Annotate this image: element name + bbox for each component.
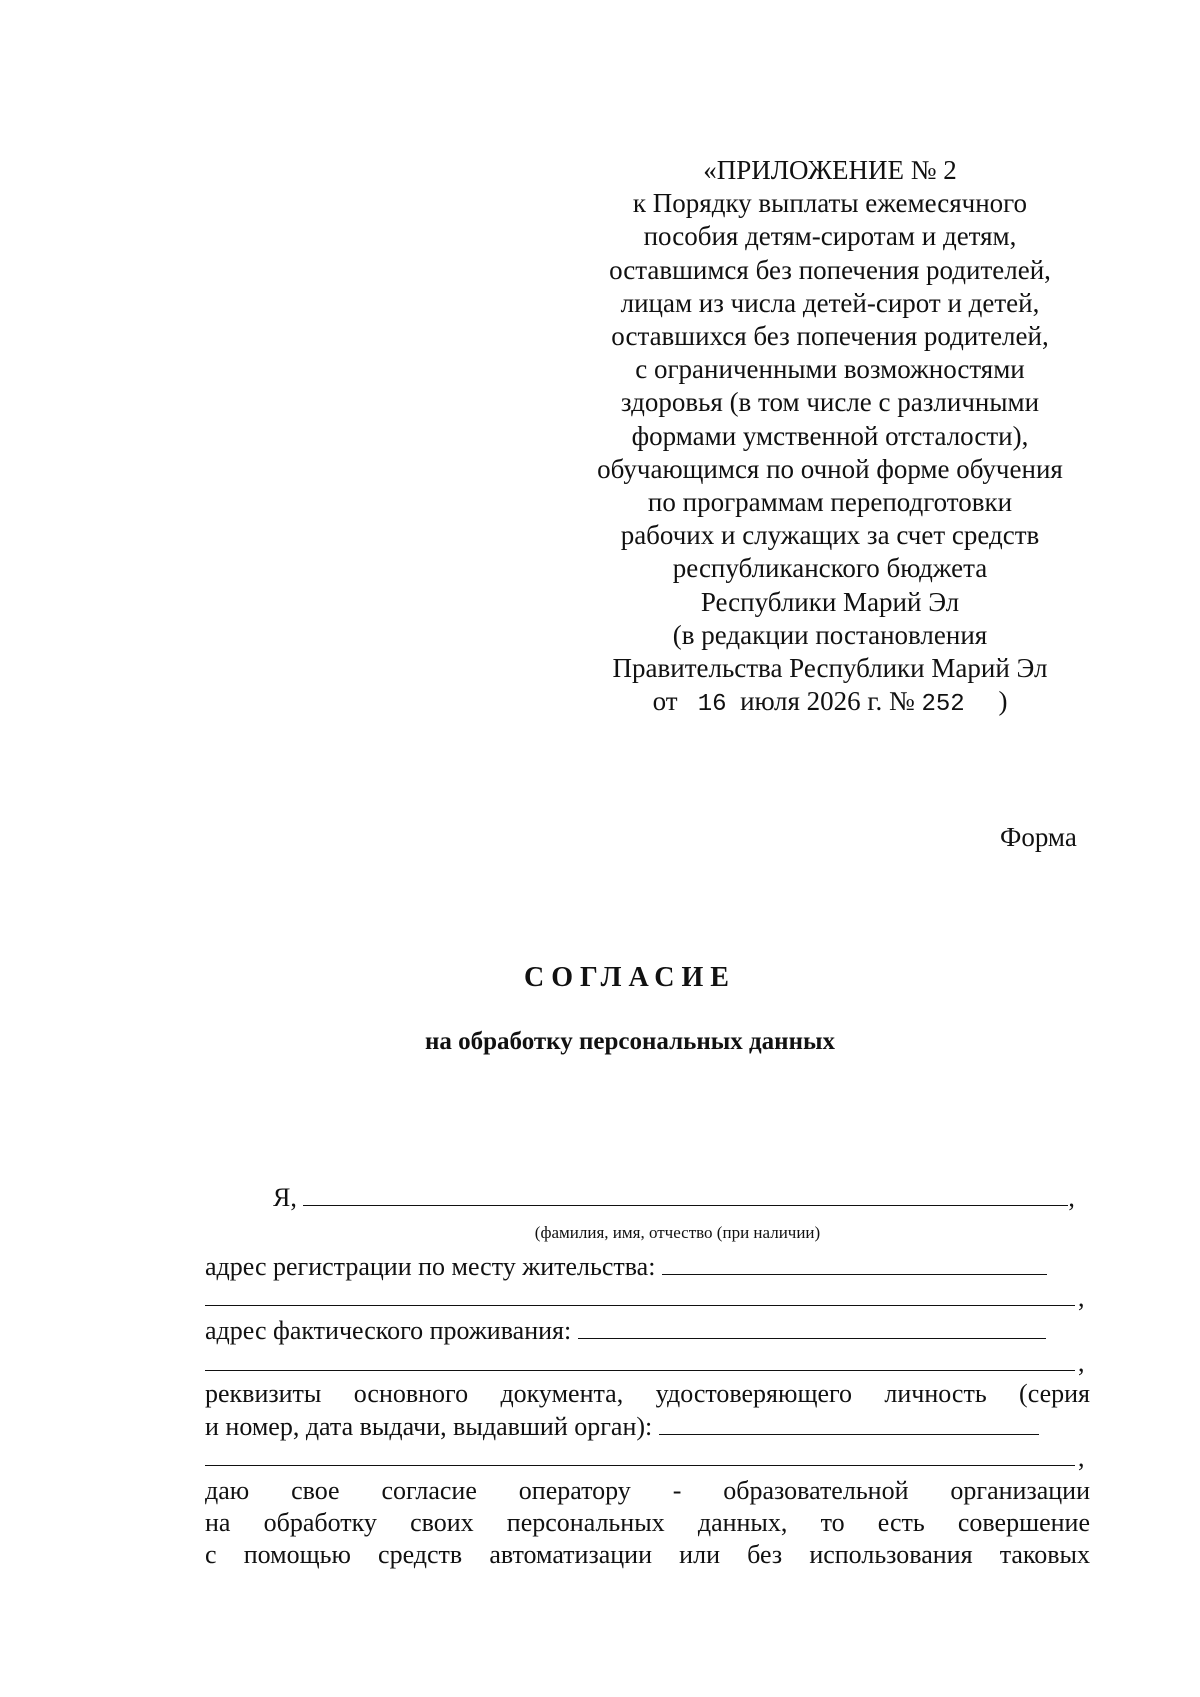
comma: , bbox=[1078, 1348, 1085, 1377]
appendix-line: рабочих и служащих за счет средств bbox=[620, 520, 1040, 551]
reg-address-row bbox=[205, 1252, 1090, 1282]
appendix-line: лицам из числа детей-сирот и детей, bbox=[620, 287, 1040, 318]
id-document-row bbox=[205, 1412, 1090, 1442]
appendix-line: Республики Марий Эл bbox=[700, 586, 960, 617]
id-document-field-2[interactable] bbox=[205, 1465, 1075, 1466]
date-number: 252 bbox=[921, 691, 965, 719]
appendix-line: «ПРИЛОЖЕНИЕ № 2 bbox=[703, 155, 957, 185]
appendix-line: формами умственной отсталости), bbox=[631, 420, 1029, 451]
consent-text-line-1: даю свое согласие оператору - образовательной организации bbox=[205, 1476, 1090, 1505]
i-label: Я, bbox=[273, 1183, 297, 1212]
consent-text-line-3: с помощью средств автоматизации или без использования таковых bbox=[205, 1540, 1090, 1569]
comma: , bbox=[1068, 1183, 1075, 1212]
appendix-line: (в редакции постановления bbox=[672, 619, 988, 650]
comma: , bbox=[1078, 1283, 1085, 1312]
appendix-header bbox=[560, 154, 1100, 721]
date-suffix: ) bbox=[998, 686, 1008, 717]
actual-address-row bbox=[205, 1316, 1090, 1346]
appendix-line: к Порядку выплаты ежемесячного bbox=[632, 188, 1028, 219]
appendix-line: Правительства Республики Марий Эл bbox=[612, 653, 1048, 684]
appendix-line: обучающимся по очной форме обучения bbox=[597, 453, 1063, 484]
appendix-line: по программам переподготовки bbox=[647, 487, 1013, 518]
name-row bbox=[273, 1183, 1090, 1213]
appendix-date-line bbox=[560, 685, 1100, 721]
reg-address-field[interactable] bbox=[662, 1254, 1047, 1275]
date-prefix: от bbox=[652, 686, 678, 717]
appendix-line: оставшихся без попечения родителей, bbox=[611, 321, 1049, 352]
document-title: СОГЛАСИЕ bbox=[524, 962, 736, 993]
date-month-year: июля 2026 г. № bbox=[740, 686, 915, 717]
name-caption: (фамилия, имя, отчество (при наличии) bbox=[534, 1223, 821, 1242]
name-field[interactable] bbox=[303, 1185, 1068, 1206]
reg-address-field-2[interactable] bbox=[205, 1305, 1075, 1306]
appendix-line: республиканского бюджета bbox=[672, 553, 988, 584]
appendix-line: оставшимся без попечения родителей, bbox=[609, 254, 1051, 285]
id-document-label: и номер, дата выдачи, выдавший орган): bbox=[205, 1412, 653, 1441]
appendix-line: здоровья (в том числе с различными bbox=[620, 387, 1040, 418]
actual-address-field[interactable] bbox=[578, 1318, 1046, 1339]
actual-address-label: адрес фактического проживания: bbox=[205, 1316, 572, 1345]
date-day: 16 bbox=[697, 691, 727, 719]
id-document-field[interactable] bbox=[659, 1414, 1039, 1435]
id-document-line-1: реквизиты основного документа, удостоверяющего личность (серия bbox=[205, 1379, 1090, 1408]
actual-address-field-2[interactable] bbox=[205, 1370, 1075, 1371]
form-label: Форма bbox=[1000, 822, 1077, 852]
appendix-line: с ограниченными возможностями bbox=[635, 354, 1025, 385]
document-subtitle: на обработку персональных данных bbox=[425, 1028, 835, 1055]
appendix-line: пособия детям-сиротам и детям, bbox=[643, 221, 1017, 252]
comma: , bbox=[1078, 1443, 1085, 1472]
consent-text-line-2: на обработку своих персональных данных, то есть совершение bbox=[205, 1508, 1090, 1537]
reg-address-label: адрес регистрации по месту жительства: bbox=[205, 1252, 656, 1281]
